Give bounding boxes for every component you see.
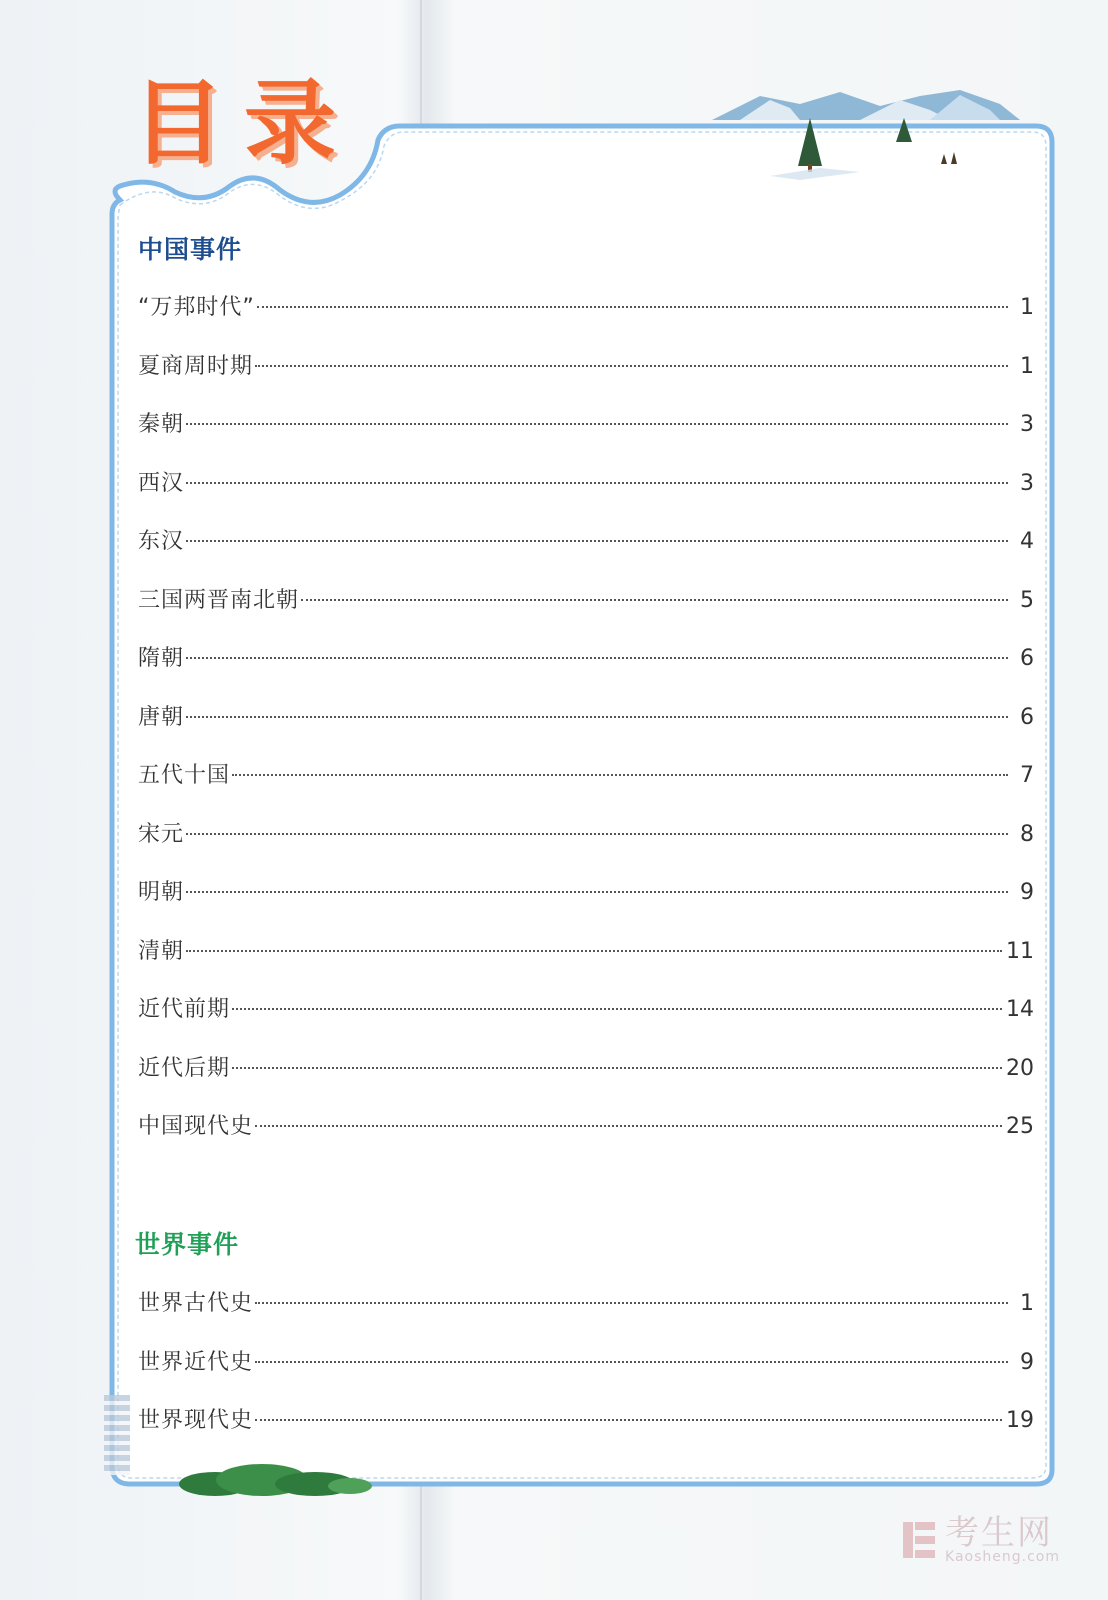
- toc-entry-label: 五代十国: [138, 763, 231, 788]
- frame-border: [112, 126, 1052, 1484]
- watermark-logo-icon: [901, 1518, 937, 1562]
- toc-leader-dots: [186, 482, 1008, 484]
- toc-entry-page: 20: [1006, 1055, 1034, 1081]
- toc-entry[interactable]: [138, 524, 1034, 554]
- toc-entry[interactable]: [138, 934, 1034, 964]
- library-stamp: [104, 1395, 130, 1475]
- toc-leader-dots: [257, 306, 1008, 308]
- toc-entry-label: 清朝: [138, 938, 185, 964]
- toc-entry-page: 9: [1020, 1349, 1034, 1375]
- toc-entry-page: 7: [1020, 763, 1034, 788]
- toc-leader-dots: [186, 423, 1008, 425]
- toc-leader-dots: [232, 1008, 1002, 1010]
- toc-entry-page: 9: [1020, 880, 1034, 905]
- toc-entry[interactable]: [138, 349, 1034, 379]
- toc-leader-dots: [186, 833, 1008, 835]
- toc-entry-label: 三国两晋南北朝: [138, 587, 300, 613]
- toc-entry-label: 世界现代史: [138, 1408, 254, 1433]
- toc-leader-dots: [232, 1067, 1002, 1069]
- toc-entry-label: 中国现代史: [138, 1114, 254, 1139]
- toc-entry[interactable]: [138, 1345, 1034, 1375]
- watermark-url: Kaosheng.com: [945, 1549, 1060, 1565]
- section-heading-world: 世界事件: [135, 1230, 240, 1259]
- toc-entry-page: 1: [1020, 1291, 1034, 1316]
- toc-entry-page: 4: [1020, 529, 1034, 554]
- toc-leader-dots: [186, 540, 1008, 542]
- toc-entry-page: 1: [1020, 295, 1034, 320]
- toc-entry[interactable]: [138, 1051, 1034, 1081]
- toc-entry-page: 6: [1020, 704, 1034, 730]
- toc-entry[interactable]: [138, 1109, 1034, 1139]
- toc-entry[interactable]: [138, 875, 1034, 905]
- toc-leader-dots: [255, 1419, 1002, 1421]
- toc-entry-label: 东汉: [138, 529, 185, 554]
- toc-entry-page: 11: [1006, 938, 1034, 964]
- toc-entry[interactable]: [138, 700, 1034, 730]
- toc-entry-page: 14: [1006, 997, 1034, 1022]
- watermark-title: 考生网: [945, 1513, 1054, 1553]
- mountains-illustration: [712, 90, 1020, 120]
- toc-entry-page: 25: [1006, 1114, 1034, 1139]
- toc-entry[interactable]: [138, 407, 1034, 437]
- toc-leader-dots: [255, 1302, 1008, 1304]
- toc-leader-dots: [186, 657, 1008, 659]
- toc-leader-dots: [255, 365, 1008, 367]
- toc-entry-label: 唐朝: [138, 704, 185, 730]
- toc-entry-page: 5: [1020, 587, 1034, 613]
- toc-entry-label: 近代前期: [138, 997, 231, 1022]
- toc-entry-label: 宋元: [138, 821, 185, 847]
- section-heading-china: 中国事件: [138, 235, 243, 264]
- toc-entry-label: 秦朝: [138, 412, 185, 437]
- toc-entry-label: 夏商周时期: [138, 353, 254, 379]
- toc-entry-label: “万邦时代”: [138, 295, 255, 320]
- toc-leader-dots: [186, 891, 1008, 893]
- toc-leader-dots: [255, 1361, 1008, 1363]
- toc-entry[interactable]: [138, 290, 1034, 320]
- toc-entry[interactable]: [138, 1403, 1034, 1433]
- toc-entry-page: 3: [1020, 412, 1034, 437]
- toc-entry[interactable]: [138, 817, 1034, 847]
- toc-entry-page: 19: [1006, 1408, 1034, 1433]
- toc-leader-dots: [255, 1125, 1002, 1127]
- page-title: 目录: [132, 70, 357, 177]
- toc-entry-page: 6: [1020, 646, 1034, 671]
- toc-entry-label: 明朝: [138, 880, 185, 905]
- toc-entry-label: 隋朝: [138, 646, 185, 671]
- toc-entry[interactable]: [138, 641, 1034, 671]
- toc-entry-page: 8: [1020, 821, 1034, 847]
- toc-leader-dots: [186, 716, 1008, 718]
- toc-entry-label: 世界古代史: [138, 1291, 254, 1316]
- toc-leader-dots: [232, 774, 1008, 776]
- toc-entry[interactable]: [138, 1286, 1034, 1316]
- toc-entry-page: 1: [1020, 353, 1034, 379]
- toc-entry[interactable]: [138, 466, 1034, 496]
- toc-entry[interactable]: [138, 758, 1034, 788]
- toc-leader-dots: [301, 599, 1008, 601]
- toc-entry-label: 世界近代史: [138, 1349, 254, 1375]
- toc-entry-label: 西汉: [138, 470, 185, 496]
- toc-entry-label: 近代后期: [138, 1055, 231, 1081]
- toc-entry-page: 3: [1020, 470, 1034, 496]
- watermark: [901, 1513, 1060, 1565]
- toc-entry[interactable]: [138, 992, 1034, 1022]
- toc-leader-dots: [186, 950, 1002, 952]
- toc-entry[interactable]: [138, 583, 1034, 613]
